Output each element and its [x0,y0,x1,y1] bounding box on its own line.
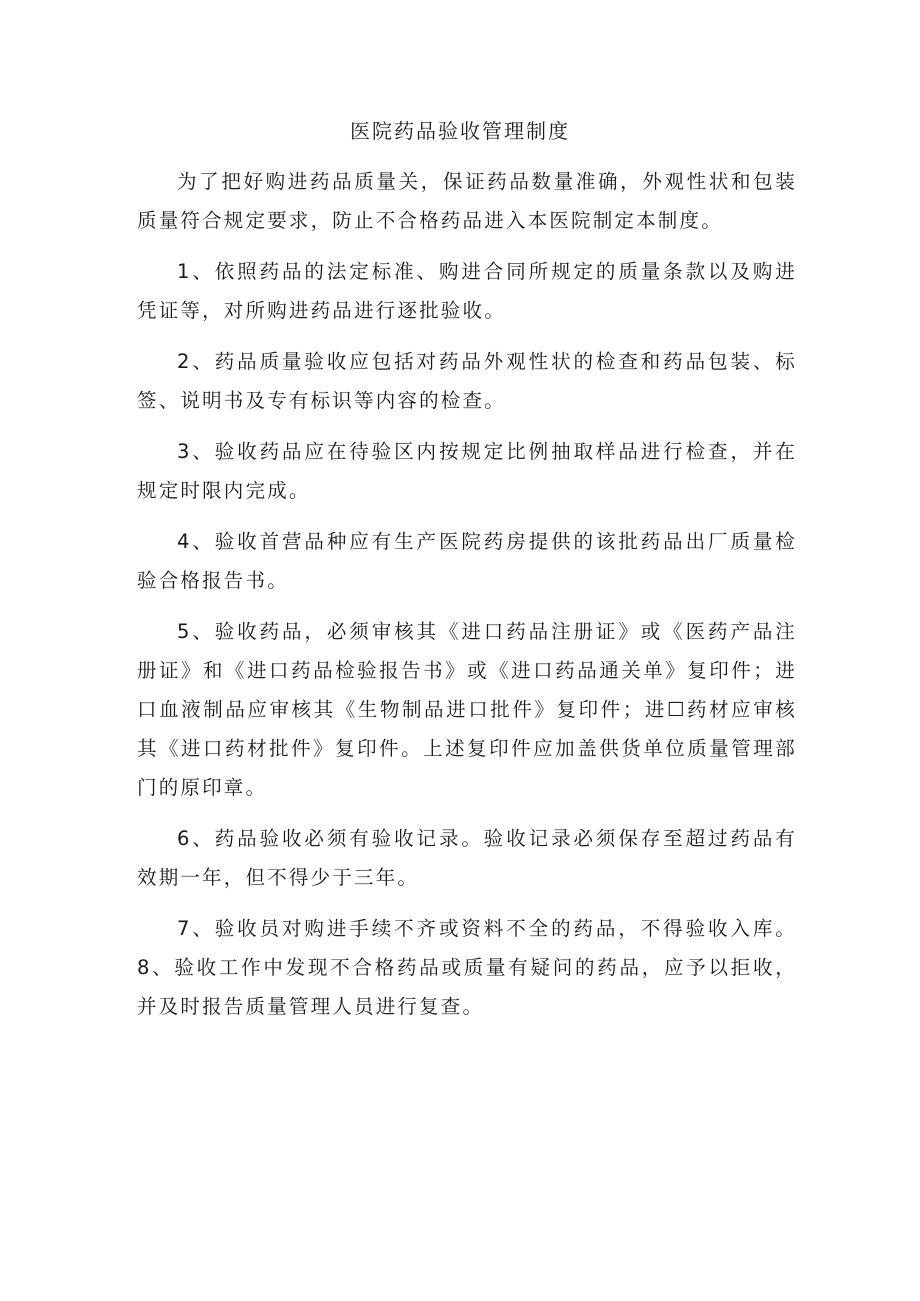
clause-4-paragraph: 4、验收首营品种应有生产医院药房提供的该批药品出厂质量检验合格报告书。 [137,530,797,592]
clause-3-paragraph: 3、验收药品应在待验区内按规定比例抽取样品进行检查，并在规定时限内完成。 [137,440,797,502]
intro-paragraph: 为了把好购进药品质量关，保证药品数量准确，外观性状和包装质量符合规定要求，防止不合格药品进入本医院制定本制度。 [137,170,797,232]
clause-6-paragraph: 6、药品验收必须有验收记录。验收记录必须保存至超过药品有效期一年，但不得少于三年。 [137,827,797,889]
document-title: 医院药品验收管理制度 [350,119,570,143]
clause-5-paragraph: 5、验收药品，必须审核其《进口药品注册证》或《医药产品注册证》和《进口药品检验报告书》或《进口药品通关单》复印件；进口血液制品应审核其《生物制品进口批件》复印件；进☐药材应审核其《进口药材批件》复印件。上述复印件应加盖供货单位质量管理部门的原印章。 [137,620,797,799]
clause-7-8-paragraph: 7、验收员对购进手续不齐或资料不全的药品，不得验收入库。8、验收工作中发现不合格药品或质量有疑问的药品，应予以拒收，并及时报告质量管理人员进行复查。 [137,917,797,1018]
clause-1-paragraph: 1、依照药品的法定标准、购进合同所规定的质量条款以及购进凭证等，对所购进药品进行逐批验收。 [137,260,797,322]
clause-2-paragraph: 2、药品质量验收应包括对药品外观性状的检查和药品包装、标签、说明书及专有标识等内容的检查。 [137,350,797,412]
document-body [137,162,797,1026]
